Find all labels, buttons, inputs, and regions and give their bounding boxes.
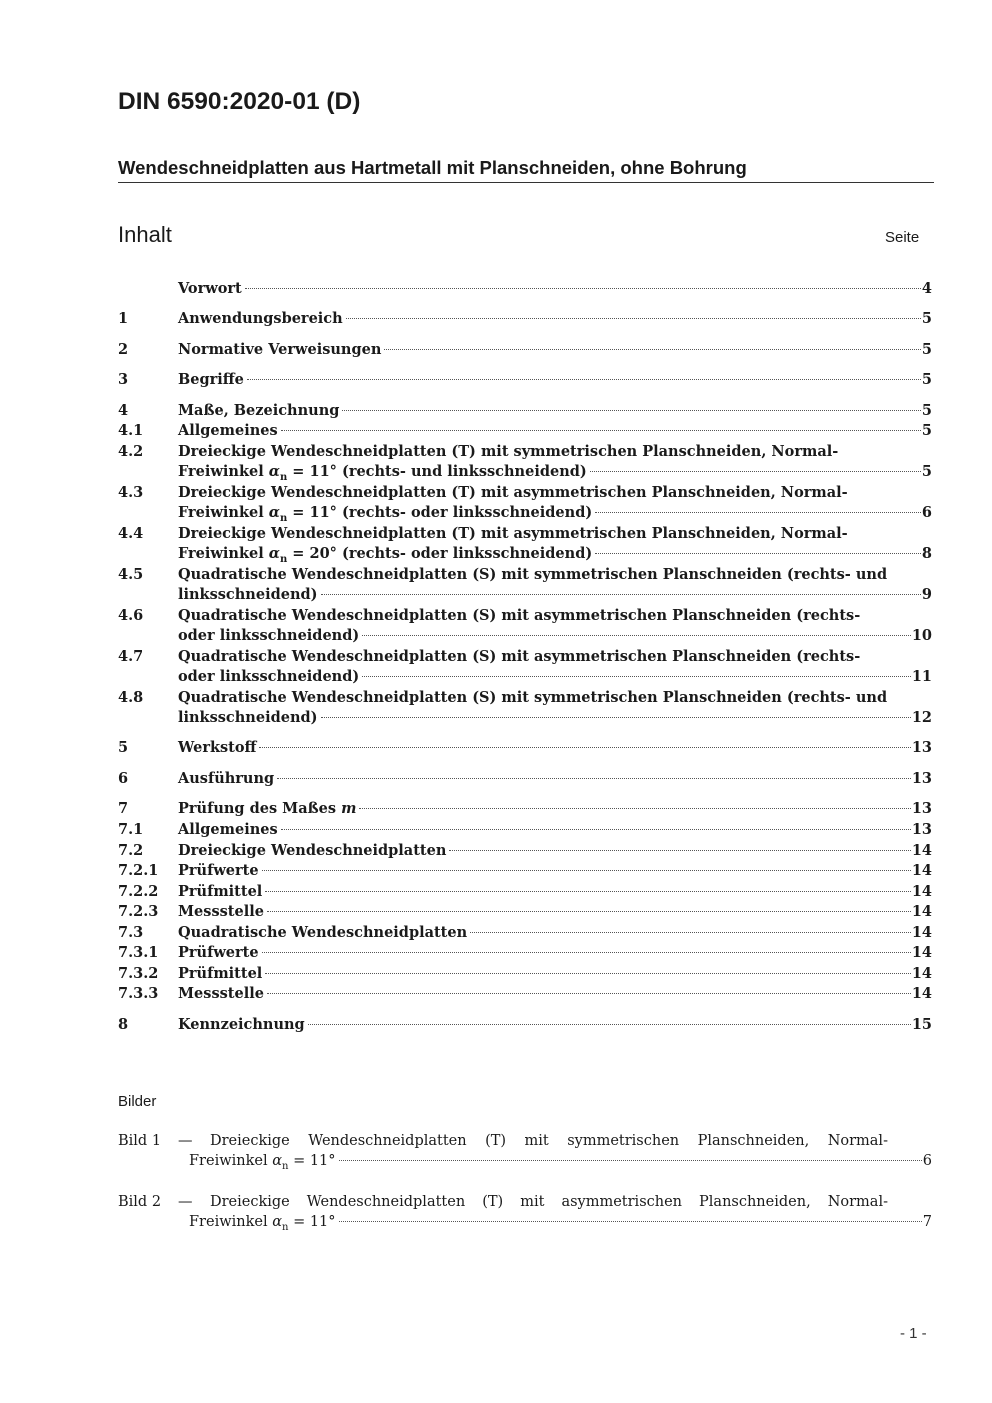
toc-entry-page: 14 — [911, 883, 932, 900]
toc-entry[interactable] — [118, 770, 932, 790]
toc-entry-title: linksschneidend) — [178, 586, 318, 603]
title-rule — [118, 182, 934, 183]
toc-entry-number: 7.2.1 — [118, 862, 159, 879]
dot-leader — [359, 808, 910, 809]
toc-entry[interactable] — [118, 739, 932, 759]
dot-leader — [362, 676, 911, 677]
toc-entry[interactable] — [118, 586, 932, 606]
toc-entry[interactable] — [118, 924, 932, 944]
dot-leader — [595, 512, 921, 513]
toc-entry-title: Quadratische Wendeschneidplatten (S) mit asymmetrischen Planschneiden (rechts- — [178, 607, 861, 624]
toc-entry-title: Maße, Bezeichnung — [178, 402, 340, 419]
toc-entry[interactable] — [118, 627, 932, 647]
toc-entry-title: Dreieckige Wendeschneidplatten (T) mit asymmetrischen Planschneiden, Normal- — [178, 484, 848, 501]
toc-entry-number: 4.8 — [118, 689, 144, 706]
toc-entry-title: Dreieckige Wendeschneidplatten — [178, 842, 447, 859]
toc-entry-title: Allgemeines — [178, 422, 278, 439]
dot-leader — [281, 430, 921, 431]
dot-leader — [470, 932, 911, 933]
figure-label: Bild 1 — [118, 1133, 162, 1149]
toc-entry-number: 4.4 — [118, 525, 144, 542]
toc-entry[interactable] — [118, 668, 932, 688]
toc-entry-page: 14 — [911, 944, 932, 961]
toc-entry-title: Messstelle — [178, 903, 264, 920]
toc-entry-title: Freiwinkel $\alpha_n = 11^\circ$ (rechts- oder linksschneidend) — [178, 504, 593, 524]
toc-entry-number: 4.6 — [118, 607, 144, 624]
toc-entry-title: Quadratische Wendeschneidplatten (S) mit asymmetrischen Planschneiden (rechts- — [178, 648, 861, 665]
toc-entry-title: Quadratische Wendeschneidplatten (S) mit symmetrischen Planschneiden (rechts- und — [178, 566, 888, 583]
toc-entry[interactable] — [118, 1016, 932, 1036]
dot-leader — [259, 747, 910, 748]
figure-label: Bild 2 — [118, 1194, 162, 1210]
toc-entry-number: 7.3 — [118, 924, 144, 941]
figure-page: 7 — [922, 1214, 932, 1230]
figure-title-line1: Dreieckige Wendeschneidplatten (T) mit asymmetrischen Planschneiden, Normal- — [210, 1194, 888, 1210]
toc-entry-number: 4 — [118, 402, 129, 419]
toc-entry-page: 13 — [911, 739, 932, 756]
toc-entry-title: Quadratische Wendeschneidplatten — [178, 924, 468, 941]
toc-entry-number: 8 — [118, 1016, 129, 1033]
figure-entry[interactable] — [118, 1194, 888, 1214]
toc-entry-title: Dreieckige Wendeschneidplatten (T) mit symmetrischen Planschneiden, Normal- — [178, 443, 839, 460]
toc-entry-title: Vorwort — [178, 280, 242, 297]
toc-entry[interactable] — [118, 504, 932, 524]
toc-entry[interactable] — [118, 800, 932, 820]
dot-leader — [308, 1024, 911, 1025]
toc-entry-page: 9 — [921, 586, 932, 603]
toc-entry-number: 7.2.2 — [118, 883, 159, 900]
toc-entry-number: 4.3 — [118, 484, 144, 501]
toc-entry-title: Normative Verweisungen — [178, 341, 382, 358]
toc-entry-page: 10 — [911, 627, 932, 644]
toc-entry-title: linksschneidend) — [178, 709, 318, 726]
figure-entry-continuation[interactable] — [189, 1214, 932, 1234]
dot-leader — [346, 318, 921, 319]
toc-entry-page: 14 — [911, 985, 932, 1002]
toc-entry-page: 14 — [911, 903, 932, 920]
toc-entry[interactable] — [118, 862, 932, 882]
toc-entry-number: 1 — [118, 310, 129, 327]
page-number: - 1 - — [900, 1325, 927, 1342]
document-title: DIN 6590:2020-01 (D) — [118, 88, 361, 115]
toc-page-column-header: Seite — [885, 229, 920, 246]
dot-leader — [449, 850, 910, 851]
dot-leader — [342, 410, 921, 411]
toc-entry-title: Ausführung — [178, 770, 275, 787]
toc-entry[interactable] — [118, 443, 932, 463]
toc-entry-title: Freiwinkel $\alpha_n = 20^\circ$ (rechts- oder linksschneidend) — [178, 545, 593, 565]
figure-title-line1: Dreieckige Wendeschneidplatten (T) mit symmetrischen Planschneiden, Normal- — [210, 1133, 888, 1149]
toc-entry-number: 7.3.2 — [118, 965, 159, 982]
toc-entry-title: Messstelle — [178, 985, 264, 1002]
toc-entry-number: 2 — [118, 341, 129, 358]
toc-entry-number: 4.2 — [118, 443, 144, 460]
figure-entry-continuation[interactable] — [189, 1153, 932, 1173]
toc-entry-title: Freiwinkel $\alpha_n = 11^\circ$ (rechts- und linksschneidend) — [178, 463, 587, 483]
dot-leader — [321, 594, 921, 595]
toc-entry-number: 4.5 — [118, 566, 144, 583]
toc-entry-page: 5 — [921, 402, 932, 419]
toc-entry-number: 5 — [118, 739, 129, 756]
toc-entry-number: 3 — [118, 371, 129, 388]
toc-entry-page: 14 — [911, 965, 932, 982]
toc-entry[interactable] — [118, 985, 932, 1005]
dot-leader — [262, 870, 911, 871]
toc-entry-page: 13 — [911, 821, 932, 838]
toc-entry-number: 4.7 — [118, 648, 144, 665]
dot-leader — [362, 635, 911, 636]
toc-entry-title: oder linksschneidend) — [178, 668, 360, 685]
toc-entry-title: Allgemeines — [178, 821, 278, 838]
toc-entry[interactable] — [118, 402, 932, 422]
document-subtitle: Wendeschneidplatten aus Hartmetall mit Planschneiden, ohne Bohrung — [118, 157, 747, 178]
toc-entry[interactable] — [118, 842, 932, 862]
toc-entry-title: Prüfung des Maßes m — [178, 800, 357, 817]
toc-entry-number: 4.1 — [118, 422, 144, 439]
toc-entry-page: 5 — [921, 371, 932, 388]
dot-leader — [267, 911, 911, 912]
toc-entry[interactable] — [118, 545, 932, 565]
toc-entry-page: 14 — [911, 862, 932, 879]
toc-entry[interactable] — [118, 607, 932, 627]
toc-entry-title: Dreieckige Wendeschneidplatten (T) mit asymmetrischen Planschneiden, Normal- — [178, 525, 848, 542]
toc-entry-page: 15 — [911, 1016, 932, 1033]
toc-entry-title: Prüfmittel — [178, 965, 263, 982]
toc-entry-page: 14 — [911, 842, 932, 859]
toc-entry-number: 7 — [118, 800, 129, 817]
toc-entry-number: 7.3.3 — [118, 985, 159, 1002]
toc-entry[interactable] — [118, 463, 932, 483]
toc-heading: Inhalt — [118, 222, 172, 247]
toc-entry-title: oder linksschneidend) — [178, 627, 360, 644]
toc-entry-title: Anwendungsbereich — [178, 310, 343, 327]
dot-leader — [267, 993, 911, 994]
toc-entry-title: Prüfmittel — [178, 883, 263, 900]
toc-entry-page: 8 — [921, 545, 932, 562]
toc-entry-page: 13 — [911, 800, 932, 817]
dot-leader — [262, 952, 911, 953]
dot-leader — [339, 1160, 922, 1161]
dot-leader — [265, 973, 911, 974]
toc-entry-title: Werkstoff — [178, 739, 257, 756]
toc-entry[interactable] — [118, 944, 932, 964]
dot-leader — [339, 1221, 922, 1222]
toc-entry-page: 5 — [921, 341, 932, 358]
dot-leader — [321, 717, 911, 718]
figure-title-line2: Freiwinkel $\alpha_n = 11^\circ$ — [189, 1153, 336, 1172]
toc-entry-page: 5 — [921, 463, 932, 480]
toc-entry-title: Prüfwerte — [178, 944, 259, 961]
dot-leader — [595, 553, 921, 554]
toc-entry-page: 12 — [911, 709, 932, 726]
toc-entry-page: 4 — [921, 280, 932, 297]
toc-entry-page: 11 — [911, 668, 932, 685]
toc-entry-page: 14 — [911, 924, 932, 941]
toc-entry[interactable] — [118, 709, 932, 729]
toc-entry-number: 6 — [118, 770, 129, 787]
toc-entry[interactable] — [118, 310, 932, 330]
dot-leader — [590, 471, 921, 472]
toc-entry-page: 13 — [911, 770, 932, 787]
toc-entry-title: Begriffe — [178, 371, 244, 388]
toc-entry[interactable] — [118, 689, 932, 709]
toc-entry[interactable] — [118, 525, 932, 545]
figures-heading: Bilder — [118, 1093, 157, 1110]
figure-page: 6 — [922, 1153, 932, 1169]
toc-entry[interactable] — [118, 965, 932, 985]
figure-title-line2: Freiwinkel $\alpha_n = 11^\circ$ — [189, 1214, 336, 1233]
toc-entry[interactable] — [118, 484, 932, 504]
dot-leader — [265, 891, 911, 892]
toc-entry-page: 6 — [921, 504, 932, 521]
toc-entry[interactable] — [118, 821, 932, 841]
toc-entry[interactable] — [118, 341, 932, 361]
toc-entry[interactable] — [118, 903, 932, 923]
toc-entry[interactable] — [118, 566, 932, 586]
toc-entry[interactable] — [118, 280, 932, 300]
dot-leader — [245, 288, 921, 289]
dot-leader — [277, 778, 911, 779]
toc-entry-number: 7.3.1 — [118, 944, 159, 961]
toc-entry-page: 5 — [921, 422, 932, 439]
toc-entry-title: Prüfwerte — [178, 862, 259, 879]
dot-leader — [384, 349, 921, 350]
toc-entry[interactable] — [118, 648, 932, 668]
toc-entry-page: 5 — [921, 310, 932, 327]
toc-entry[interactable] — [118, 422, 932, 442]
dot-leader — [247, 379, 921, 380]
toc-entry-number: 7.2 — [118, 842, 144, 859]
toc-entry-number: 7.2.3 — [118, 903, 159, 920]
figure-entry[interactable] — [118, 1133, 888, 1153]
toc-entry-number: 7.1 — [118, 821, 144, 838]
toc-entry-title: Kennzeichnung — [178, 1016, 305, 1033]
figure-dash: — — [178, 1194, 193, 1210]
toc-entry-title: Quadratische Wendeschneidplatten (S) mit symmetrischen Planschneiden (rechts- und — [178, 689, 888, 706]
dot-leader — [281, 829, 911, 830]
figure-dash: — — [178, 1133, 193, 1149]
toc-entry[interactable] — [118, 883, 932, 903]
toc-entry[interactable] — [118, 371, 932, 391]
